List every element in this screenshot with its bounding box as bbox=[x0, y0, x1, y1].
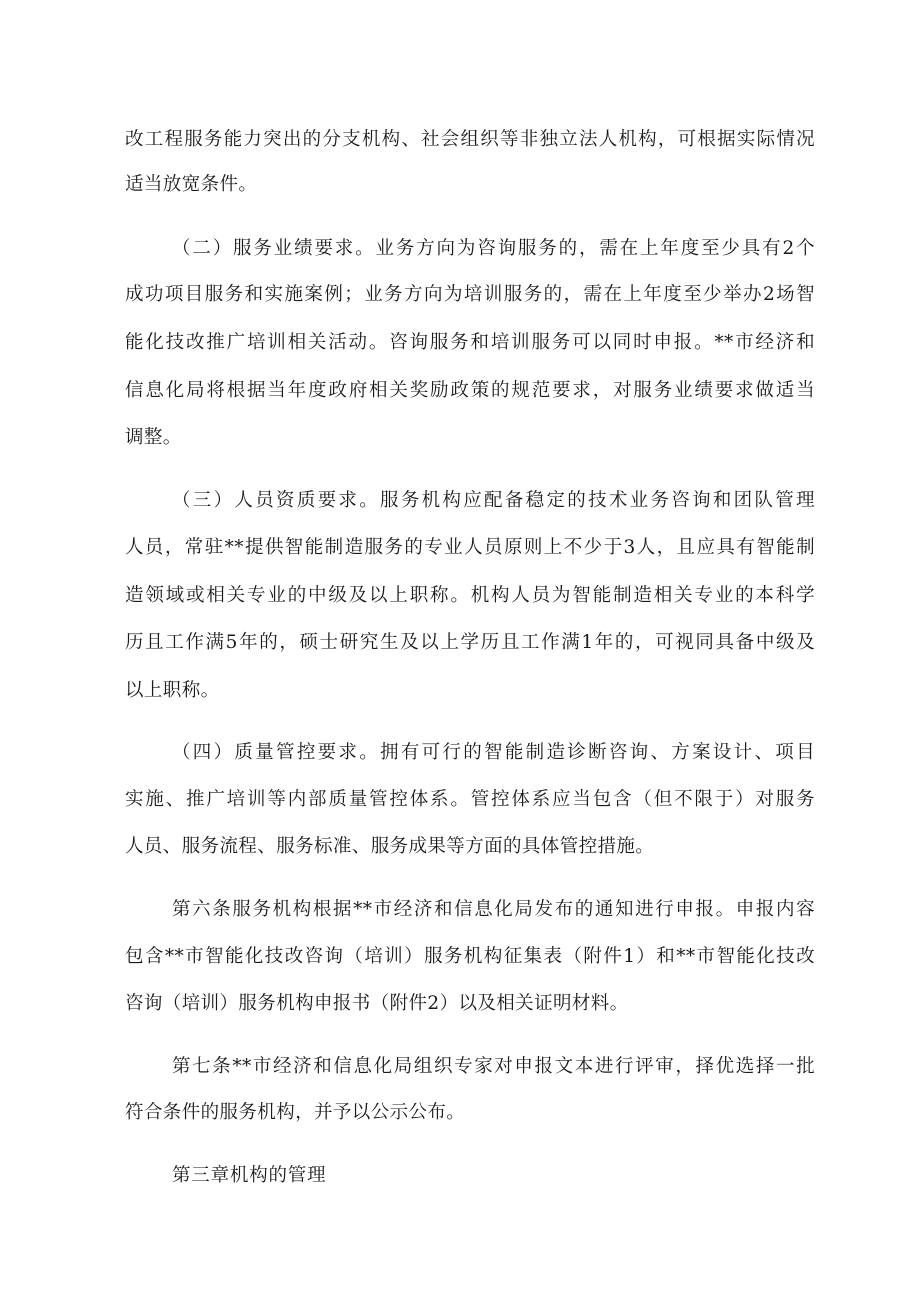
paragraph-line: （四）质量管控要求。拥有可行的智能制造诊断咨询、方案设计、项目 bbox=[172, 742, 815, 763]
paragraph-line: （二）服务业绩要求。业务方向为咨询服务的，需在上年度至少具有2个 bbox=[172, 238, 815, 259]
paragraph-line: 改工程服务能力突出的分支机构、社会组织等非独立法人机构，可根据实际情况 bbox=[125, 129, 815, 150]
paragraph-line: 人员、服务流程、服务标准、服务成果等方面的具体管控措施。 bbox=[125, 836, 655, 857]
paragraph-line: 历且工作满5年的，硕士研究生及以上学历且工作满1年的，可视同具备中级及 bbox=[125, 632, 815, 653]
paragraph-line: 调整。 bbox=[125, 427, 182, 448]
paragraph-line: 符合条件的服务机构，并予以公示公布。 bbox=[125, 1102, 466, 1123]
paragraph-line: 第七条**市经济和信息化局组织专家对申报文本进行评审，择优选择一批 bbox=[172, 1056, 815, 1077]
paragraph-line: 适当放宽条件。 bbox=[125, 174, 258, 195]
paragraph-line: 造领域或相关专业的中级及以上职称。机构人员为智能制造相关专业的本科学 bbox=[125, 585, 815, 606]
paragraph-line: 人员，常驻**提供智能制造服务的专业人员原则上不少于3人，且应具有智能制 bbox=[125, 537, 815, 558]
paragraph-line: 包含**市智能化技改咨询（培训）服务机构征集表（附件1）和**市智能化技改 bbox=[125, 946, 815, 967]
paragraph-line: 信息化局将根据当年度政府相关奖励政策的规范要求，对服务业绩要求做适当 bbox=[125, 380, 815, 401]
paragraph-line: 能化技改推广培训相关活动。咨询服务和培训服务可以同时申报。**市经济和 bbox=[125, 332, 815, 353]
chapter-heading: 第三章机构的管理 bbox=[172, 1165, 327, 1186]
paragraph-line: 以上职称。 bbox=[125, 680, 220, 701]
paragraph-line: 咨询（培训）服务机构申报书（附件2）以及相关证明材料。 bbox=[125, 993, 629, 1014]
paragraph-line: 实施、推广培训等内部质量管控体系。管控体系应当包含（但不限于）对服务 bbox=[125, 789, 815, 810]
paragraph-line: 第六条服务机构根据**市经济和信息化局发布的通知进行申报。申报内容 bbox=[172, 899, 815, 920]
paragraph-line: 成功项目服务和实施案例；业务方向为培训服务的，需在上年度至少举办2场智 bbox=[125, 284, 815, 305]
paragraph-line: （三）人员资质要求。服务机构应配备稳定的技术业务咨询和团队管理 bbox=[172, 490, 815, 511]
